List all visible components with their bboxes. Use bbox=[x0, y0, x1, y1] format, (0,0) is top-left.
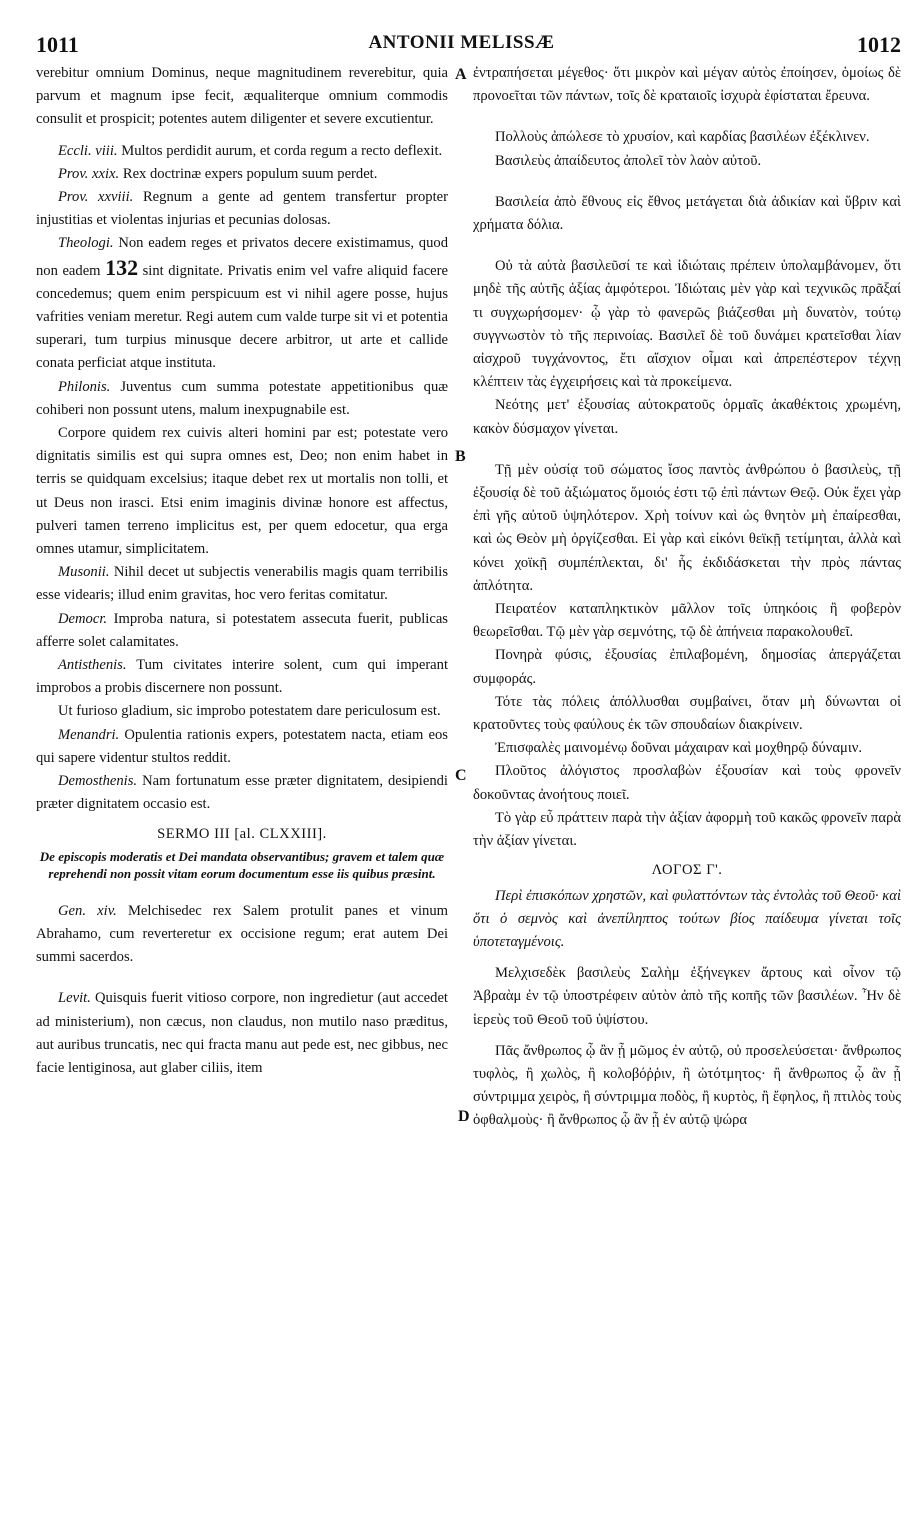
source-label: Musonii. bbox=[58, 564, 110, 581]
latin-text: Melchisedec rex Salem protulit panes et vinum Abrahamo, cum reverteretur ex occisione regum; erat autem Dei summi sacerdos. bbox=[36, 902, 448, 966]
latin-paragraph: Corpore quidem rex cuivis alteri homini par est; potestate vero dignitatis similis est qui supra omnes est, Deo; non enim habet in terris se quidquam excelsius; itaque debet rex ut mortalis non tolli, et ut Deus non irasci. Etsi enim imaginis divinæ honore est affectus, pulveri tamen terreno implicitus est, per quem edocetur, qua erga omnes utamur, simplicitatem. bbox=[36, 425, 448, 558]
source-label: Gen. xiv. bbox=[58, 902, 117, 919]
latin-paragraph bbox=[36, 163, 448, 186]
margin-letter-c: C bbox=[455, 767, 467, 784]
source-label: Prov. xxviii. bbox=[58, 189, 134, 206]
latin-paragraph bbox=[36, 724, 448, 770]
latin-text: Multos perdidit aurum, et corda regum a recto deflexit. bbox=[121, 142, 443, 159]
latin-paragraph bbox=[36, 987, 448, 1080]
greek-paragraph: Πολλοὺς ἀπώλεσε τὸ χρυσίον, καὶ καρδίας βασιλέων ἐξέκλινεν. bbox=[495, 129, 870, 146]
greek-column bbox=[473, 62, 901, 1133]
sermon-heading: SERMO III [al. CLXXIII]. bbox=[157, 825, 327, 842]
latin-text: Opulentia rationis expers, potestatem nacta, etiam eos qui sapere videntur stultos reddit. bbox=[36, 726, 448, 766]
latin-paragraph bbox=[36, 608, 448, 654]
latin-paragraph bbox=[36, 140, 448, 163]
latin-text: Quisquis fuerit vitioso corpore, non ingredietur (aut accedet ad ministerium), non cæcus, non claudus, non mutilo naso præditus, aut auribus truncatis, nec qui fracta manu aut pede est, nec gibbus, nec facie lentiginosa, aut glaber ciliis, item bbox=[36, 990, 448, 1076]
greek-paragraph: Τῇ μὲν οὐσίᾳ τοῦ σώματος ἴσος παντὸς ἀνθρώπου ὁ βασιλεὺς, τῇ ἐξουσίᾳ δὲ τοῦ ἀξιώματος ὅμοιός ἐστι τῷ ἐπὶ πάντων Θεῷ. Οὐκ ἔχει γὰρ ἐπὶ γῆς αὐτοῦ ὑψηλότερον. Χρὴ τοίνυν καὶ ὡς θνητὸν μὴ ἐπαίρεσθαι, καὶ ὡς Θεὸν μὴ ὀργίζεσθαι. Εἰ γὰρ καὶ εἰκόνι θεϊκῇ τετίμηται, ἀλλὰ καὶ κόνει χοϊκῇ συμπέπλεκται, δι' ἧς ἐκδιδάσκεται τὴν πρὸς πάντας ἁπλότητα. bbox=[473, 461, 901, 594]
latin-text: Rex doctrinæ expers populum suum perdet. bbox=[122, 165, 378, 182]
greek-paragraph: Μελχισεδὲκ βασιλεὺς Σαλὴμ ἐξήνεγκεν ἄρτους καὶ οἶνον τῷ Ἀβραὰμ ἐν τῷ ὑποστρέφειν αὐτὸν ἀπὸ τῆς κοπῆς τῶν βασιλέων. Ἦν δὲ ἱερεὺς τοῦ Θεοῦ τοῦ ὑψίστου. bbox=[473, 965, 901, 1028]
greek-paragraph: Βασιλεὺς ἀπαίδευτος ἀπολεῖ τὸν λαὸν αὐτοῦ. bbox=[495, 152, 762, 169]
latin-text: Tum civitates interire solent, cum qui imperant improbos a probis discernere non possunt. bbox=[36, 657, 449, 697]
latin-text: Non eadem reges et privatos decere existimamus, quod non eadem bbox=[36, 235, 448, 279]
greek-paragraph: Βασιλεία ἀπὸ ἔθνους εἰς ἔθνος μετάγεται διὰ ἀδικίαν καὶ ὕβριν καὶ χρήματα δόλια. bbox=[473, 193, 901, 234]
source-label: Theologi. bbox=[58, 235, 114, 252]
latin-paragraph bbox=[36, 376, 448, 422]
margin-letter-b: B bbox=[455, 448, 466, 465]
latin-paragraph bbox=[36, 770, 448, 816]
latin-text: sint dignitate. Privatis enim vel vafre aliquid facere concedemus; quem enim perspicuum est vi nihil agere posse, hujus vafrities veniam meretur. Regi autem cum valde turpe sit vi et potentia superari, tum turpius minusque decere arbitror, ut arte et callide conata perficiat atque instituta. bbox=[36, 262, 448, 372]
greek-paragraph: Ἐπισφαλὲς μαινομένῳ δοῦναι μάχαιραν καὶ μοχθηρῷ δύναμιν. bbox=[495, 740, 863, 757]
greek-paragraph: Πονηρὰ φύσις, ἐξουσίας ἐπιλαβομένη, δημοσίας ἀπεργάζεται συμφοράς. bbox=[473, 647, 901, 687]
logos-title: Περὶ ἐπισκόπων χρηστῶν, καὶ φυλαττόντων τὰς ἐντολὰς τοῦ Θεοῦ· καὶ ὅτι ὁ σεμνὸς καὶ ἀνεπίληπτος τούτων βίος παίδευμα γίνεται τοῖς ὑποτεταγμένοις. bbox=[473, 887, 901, 950]
greek-paragraph: Πλοῦτος ἀλόγιστος προσλαβὼν ἐξουσίαν καὶ τοὺς φρονεῖν δοκοῦντας ἀνοήτους ποιεῖ. bbox=[473, 763, 901, 803]
latin-paragraph bbox=[36, 232, 448, 375]
page-number-right: 1012 bbox=[857, 32, 901, 57]
latin-paragraph bbox=[36, 561, 448, 607]
greek-paragraph: Νεότης μετ' ἐξουσίας αὐτοκρατοῦς ὁρμαῖς ἀκαθέκτοις χρωμένη, κακὸν δύσμαχον γίνεται. bbox=[473, 397, 901, 437]
latin-paragraph: verebitur omnium Dominus, neque magnitudinem reverebitur, quia parvum et magnum ipse fecit, æqualiterque omnium commodis consulit et prospicit; potentes autem diligenter et severe excutientur. bbox=[36, 65, 448, 128]
latin-paragraph bbox=[36, 654, 448, 700]
greek-paragraph: Οὐ τὰ αὐτὰ βασιλεῦσί τε καὶ ἰδιώταις πρέπειν ὑπολαμβάνομεν, ὅτι μηδὲ τῆς αὐτῆς ἀξίας ἀμφότεροι. Ἰδιώταις μὲν γὰρ καὶ τεχνικῶς πρᾶξαί τι συγχωρήσομεν· ᾧ γὰρ τὸ φανερῶς βιάζεσθαι μὴ δυνατὸν, τούτῳ συγγνωστὸν τὸ τῆς περινοίας. Βασιλεῖ δὲ τοῦ δυνάμει κρατεῖσθαι λίαν αἰσχροῦ τυγχάνοντος, ἔτι αἴσχιον οἶμαι καὶ ἀπρεπέστερον τέχνῃ κλέπτειν τὰς ἐγχειρήσεις καὶ τὰ προκείμενα. bbox=[473, 258, 901, 391]
source-label: Antisthenis. bbox=[58, 657, 127, 674]
source-label: Demosthenis. bbox=[58, 773, 138, 790]
source-label: Levit. bbox=[58, 990, 91, 1007]
sermon-title: De episcopis moderatis et Dei mandata observantibus; gravem et talem quæ reprehendi non possit vitam eorum documentum esse iis quibus præsint. bbox=[39, 848, 445, 881]
latin-text: Improba natura, si potestatem assecuta fuerit, publicas afferre solet calamitates. bbox=[36, 610, 448, 650]
latin-text: Regnum a gente ad gentem transfertur propter injustitias et violentas injurias et pecunias dolosas. bbox=[36, 189, 448, 229]
greek-paragraph: ἐντραπήσεται μέγεθος· ὅτι μικρὸν καὶ μέγαν αὐτὸς ἐποίησεν, ὁμοίως δὲ προνοεῖται τῶν πάντων, τοῖς δὲ κραταιοῖς ἰσχυρὰ ἐφίσταται ἔρευνα. bbox=[473, 65, 901, 105]
latin-column bbox=[36, 62, 448, 1080]
source-label: Philonis. bbox=[58, 378, 111, 395]
latin-text: Nihil decet ut subjectis venerabilis magis quam terribilis esse videaris; illud enim gravitas, hoc vero feritas comitatur. bbox=[36, 564, 449, 604]
column-number: 132 bbox=[105, 254, 139, 280]
greek-paragraph: Τότε τὰς πόλεις ἀπόλλυσθαι συμβαίνει, ὅταν μὴ δύνωνται οἱ κρατοῦντες τοὺς φαύλους ἐκ τῶν σπουδαίων διακρίνειν. bbox=[473, 693, 901, 734]
latin-text: Nam fortunatum esse præter dignitatem, desipiendi præter dignitatem occasio est. bbox=[36, 773, 448, 813]
margin-letter-a: A bbox=[455, 66, 467, 83]
greek-paragraph: Πᾶς ἄνθρωπος ᾧ ἂν ᾖ μῶμος ἐν αὐτῷ, οὐ προσελεύσεται· ἄνθρωπος τυφλὸς, ἢ χωλὸς, ἢ κολοβόῤῥιν, ἢ ὠτότμητος· ἢ ἄνθρωπος ᾧ ἂν ᾖ σύντριμμα χειρὸς, ἢ σύντριμμα ποδὸς, ἢ κυρτὸς, ἢ ἔφηλος, ἢ πτιλὸς τοὺς ὀφθαλμοὺς· ἢ ἄνθρωπος ᾧ ἂν ᾖ ἐν αὐτῷ ψώρα bbox=[473, 1042, 901, 1129]
greek-paragraph: Πειρατέον καταπληκτικὸν μᾶλλον τοῖς ὑπηκόοις ἢ φοβερὸν θεωρεῖσθαι. Τῷ μὲν γὰρ σεμνότης, τῷ δὲ ἀπήνεια παρακολουθεῖ. bbox=[473, 601, 901, 641]
latin-paragraph bbox=[36, 186, 448, 232]
logos-heading: ΛΟΓΟΣ Γ'. bbox=[651, 862, 723, 879]
page-number-left: 1011 bbox=[36, 32, 79, 57]
source-label: Eccli. viii. bbox=[58, 142, 118, 159]
latin-paragraph bbox=[36, 900, 448, 970]
latin-paragraph: Ut furioso gladium, sic improbo potestatem dare periculosum est. bbox=[58, 703, 441, 720]
greek-paragraph: Τὸ γὰρ εὖ πράττειν παρὰ τὴν ἀξίαν ἀφορμὴ τοῦ κακῶς φρονεῖν παρὰ τὴν ἀξίαν γίνεται. bbox=[473, 809, 901, 850]
source-label: Menandri. bbox=[58, 726, 120, 743]
margin-letter-d: D bbox=[458, 1108, 470, 1125]
source-label: Democr. bbox=[58, 610, 108, 627]
latin-text: Juventus cum summa potestate appetitionibus quæ cohiberi non possunt utens, malum inexpugnabile est. bbox=[36, 378, 448, 418]
running-title: ANTONII MELISSÆ bbox=[368, 32, 555, 53]
source-label: Prov. xxix. bbox=[58, 165, 120, 182]
